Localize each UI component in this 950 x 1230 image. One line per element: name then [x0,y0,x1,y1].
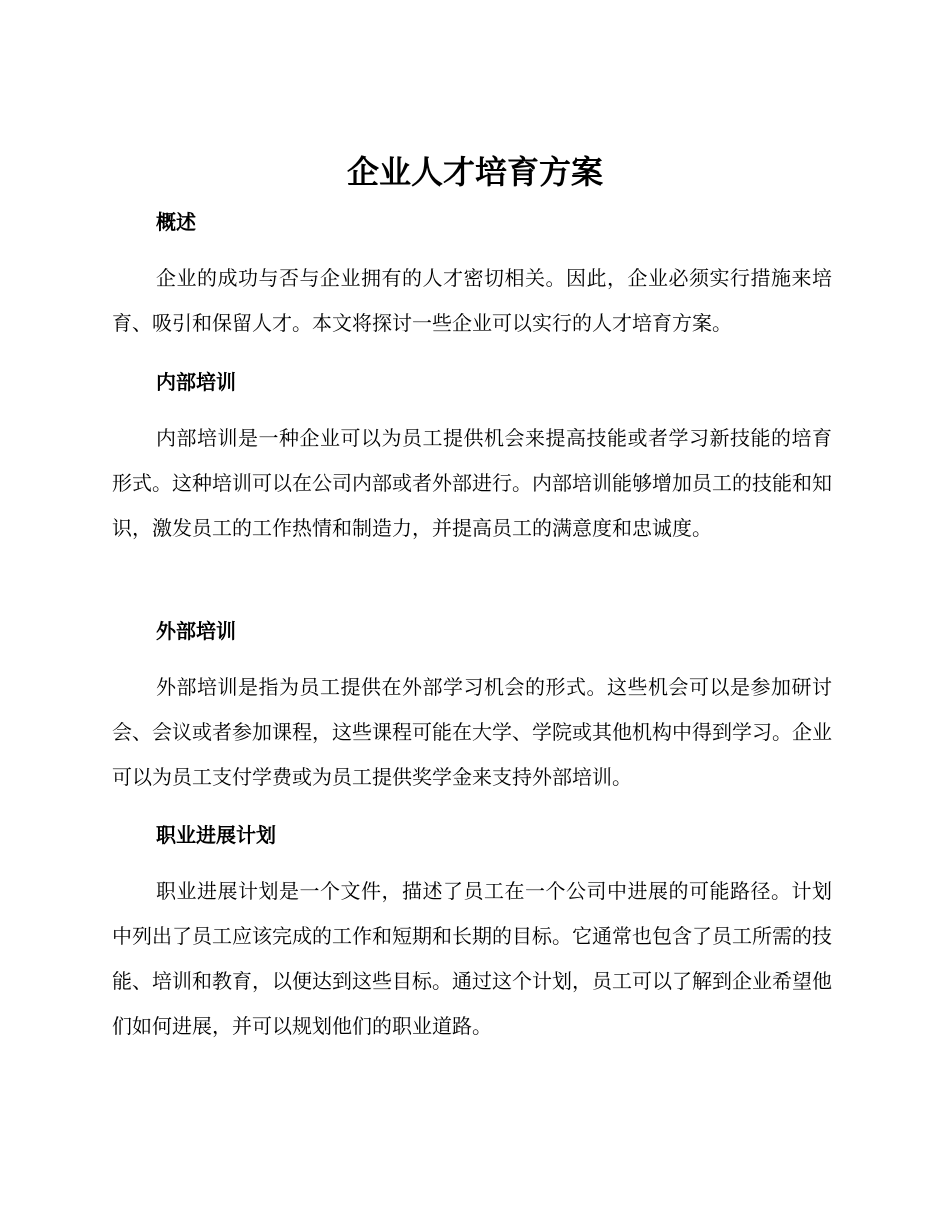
section-body-career-plan: 职业进展计划是一个文件，描述了员工在一个公司中进展的可能路径。计划中列出了员工应该完成的工作和短期和长期的目标。它通常也包含了员工所需的技能、培训和教育，以便达到这些目标。通过这个计划，员工可以了解到企业希望他们如何进展，并可以规划他们的职业道路。 [112,879,832,1038]
section-heading-overview: 概述 [156,210,196,234]
document-title: 企业人才培育方案 [346,153,603,191]
section-heading-external-training: 外部培训 [156,619,236,643]
section-body-internal-training: 内部培训是一种企业可以为员工提供机会来提高技能或者学习新技能的培育形式。这种培训可以在公司内部或者外部进行。内部培训能够增加员工的技能和知识，激发员工的工作热情和制造力，并提高员工的满意度和忠诚度。 [112,426,832,540]
section-body-external-training: 外部培训是指为员工提供在外部学习机会的形式。这些机会可以是参加研讨会、会议或者参加课程，这些课程可能在大学、学院或其他机构中得到学习。企业可以为员工支付学费或为员工提供奖学金来支持外部培训。 [112,675,832,789]
section-heading-internal-training: 内部培训 [156,370,236,394]
section-body-overview: 企业的成功与否与企业拥有的人才密切相关。因此，企业必须实行措施来培育、吸引和保留人才。本文将探讨一些企业可以实行的人才培育方案。 [112,266,832,335]
section-heading-career-plan: 职业进展计划 [156,823,276,847]
